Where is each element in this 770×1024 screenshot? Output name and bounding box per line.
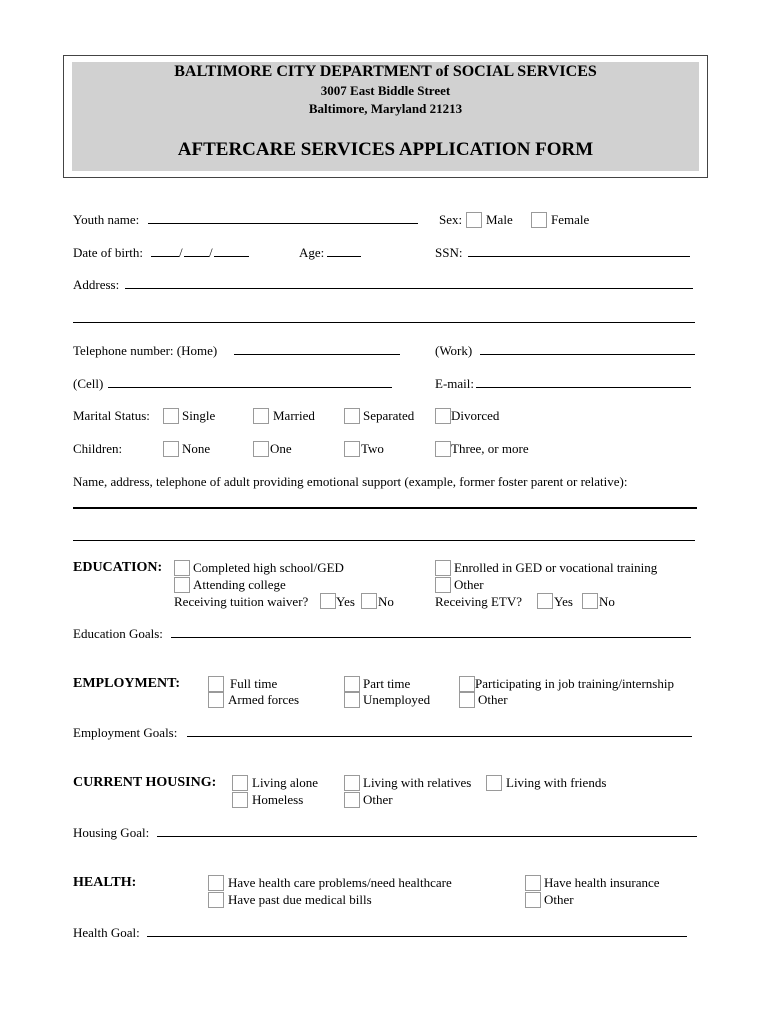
support-adult-field-line-2[interactable] (73, 529, 695, 541)
housing-alone-checkbox[interactable] (232, 775, 248, 791)
tuition-waiver-label: Receiving tuition waiver? (174, 594, 309, 609)
health-problems-checkbox[interactable] (208, 875, 224, 891)
housing-friends-label: Living with friends (506, 775, 607, 790)
housing-heading: CURRENT HOUSING: (73, 775, 217, 790)
emp-other-checkbox[interactable] (459, 692, 475, 708)
cell-label: (Cell) (73, 376, 104, 391)
housing-other-checkbox[interactable] (344, 792, 360, 808)
address-field[interactable] (125, 277, 693, 289)
tuition-no-label: No (378, 594, 394, 609)
male-checkbox[interactable] (466, 212, 482, 228)
health-insurance-label: Have health insurance (544, 875, 660, 890)
children-none-checkbox[interactable] (163, 441, 179, 457)
address-label: Address: (73, 277, 120, 292)
marital-divorced-label: Divorced (451, 408, 500, 423)
tuition-yes-label: Yes (336, 594, 355, 609)
housing-homeless-label: Homeless (252, 792, 304, 807)
youth-name-label: Youth name: (73, 212, 140, 227)
housing-other-label: Other (363, 792, 393, 807)
youth-name-field[interactable] (148, 212, 418, 224)
health-other-checkbox[interactable] (525, 892, 541, 908)
dob-month-field[interactable] (151, 245, 179, 257)
age-field[interactable] (327, 245, 361, 257)
dob-day-field[interactable] (184, 245, 209, 257)
emp-parttime-checkbox[interactable] (344, 676, 360, 692)
edu-enrolled-checkbox[interactable] (435, 560, 451, 576)
children-label: Children: (73, 441, 123, 456)
education-heading: EDUCATION: (73, 560, 163, 575)
etv-label: Receiving ETV? (435, 594, 522, 609)
female-label: Female (551, 212, 590, 227)
ssn-field[interactable] (468, 245, 690, 257)
dob-label: Date of birth: (73, 245, 144, 260)
education-goals-label: Education Goals: (73, 626, 163, 641)
email-field[interactable] (476, 376, 691, 388)
children-one-label: One (270, 441, 292, 456)
sex-label: Sex: (439, 212, 463, 227)
marital-married-checkbox[interactable] (253, 408, 269, 424)
emp-fulltime-checkbox[interactable] (208, 676, 224, 692)
employment-goals-field[interactable] (187, 725, 692, 737)
children-three-checkbox[interactable] (435, 441, 451, 457)
emp-armed-forces-checkbox[interactable] (208, 692, 224, 708)
edu-other-label: Other (454, 577, 484, 592)
marital-status-label: Marital Status: (73, 408, 150, 423)
support-adult-label: Name, address, telephone of adult providing emotional support (example, former foster parent or relative): (73, 474, 628, 489)
employment-goals-label: Employment Goals: (73, 725, 178, 740)
edu-other-checkbox[interactable] (435, 577, 451, 593)
dob-slash-2: / (209, 245, 213, 260)
dob-year-field[interactable] (214, 245, 249, 257)
marital-divorced-checkbox[interactable] (435, 408, 451, 424)
email-label: E-mail: (435, 376, 474, 391)
edu-completed-label: Completed high school/GED (193, 560, 344, 575)
form-title: AFTERCARE SERVICES APPLICATION FORM (177, 139, 594, 160)
emp-unemployed-label: Unemployed (363, 692, 431, 707)
cell-field[interactable] (108, 376, 392, 388)
marital-married-label: Married (273, 408, 315, 423)
male-label: Male (486, 212, 513, 227)
edu-attending-label: Attending college (193, 577, 286, 592)
tuition-no-checkbox[interactable] (361, 593, 377, 609)
telephone-home-label: Telephone number: (Home) (73, 343, 218, 358)
support-adult-field[interactable] (73, 507, 697, 509)
marital-single-label: Single (182, 408, 216, 423)
housing-alone-label: Living alone (252, 775, 319, 790)
health-other-label: Other (544, 892, 574, 907)
marital-single-checkbox[interactable] (163, 408, 179, 424)
emp-training-label: Participating in job training/internship (475, 676, 674, 691)
children-two-checkbox[interactable] (344, 441, 360, 457)
address-field-line-2[interactable] (73, 311, 695, 323)
housing-goal-field[interactable] (157, 825, 697, 837)
emp-other-label: Other (478, 692, 508, 707)
emp-fulltime-label: Full time (230, 676, 278, 691)
health-goal-label: Health Goal: (73, 925, 140, 940)
health-insurance-checkbox[interactable] (525, 875, 541, 891)
org-street: 3007 East Biddle Street (320, 83, 451, 98)
employment-heading: EMPLOYMENT: (73, 676, 181, 691)
edu-completed-checkbox[interactable] (174, 560, 190, 576)
health-problems-label: Have health care problems/need healthcare (228, 875, 452, 890)
emp-unemployed-checkbox[interactable] (344, 692, 360, 708)
ssn-label: SSN: (435, 245, 463, 260)
age-label: Age: (299, 245, 325, 260)
work-phone-label: (Work) (435, 343, 473, 358)
housing-friends-checkbox[interactable] (486, 775, 502, 791)
housing-goal-label: Housing Goal: (73, 825, 150, 840)
children-none-label: None (182, 441, 211, 456)
emp-parttime-label: Part time (363, 676, 411, 691)
housing-relatives-checkbox[interactable] (344, 775, 360, 791)
children-three-label: Three, or more (451, 441, 529, 456)
etv-no-checkbox[interactable] (582, 593, 598, 609)
edu-attending-checkbox[interactable] (174, 577, 190, 593)
emp-armed-forces-label: Armed forces (228, 692, 300, 707)
etv-yes-checkbox[interactable] (537, 593, 553, 609)
housing-relatives-label: Living with relatives (363, 775, 472, 790)
housing-homeless-checkbox[interactable] (232, 792, 248, 808)
org-city: Baltimore, Maryland 21213 (308, 101, 463, 116)
marital-separated-label: Separated (363, 408, 415, 423)
health-pastdue-label: Have past due medical bills (228, 892, 372, 907)
marital-separated-checkbox[interactable] (344, 408, 360, 424)
work-phone-field[interactable] (480, 343, 695, 355)
health-goal-field[interactable] (147, 925, 687, 937)
edu-enrolled-label: Enrolled in GED or vocational training (454, 560, 658, 575)
health-heading: HEALTH: (73, 875, 137, 890)
emp-training-checkbox[interactable] (459, 676, 475, 692)
children-one-checkbox[interactable] (253, 441, 269, 457)
etv-no-label: No (599, 594, 615, 609)
children-two-label: Two (361, 441, 384, 456)
female-checkbox[interactable] (531, 212, 547, 228)
etv-yes-label: Yes (554, 594, 573, 609)
health-pastdue-checkbox[interactable] (208, 892, 224, 908)
org-name: BALTIMORE CITY DEPARTMENT of SOCIAL SERVICES (174, 63, 597, 80)
dob-slash-1: / (179, 245, 183, 260)
telephone-home-field[interactable] (234, 343, 400, 355)
education-goals-field[interactable] (171, 626, 691, 638)
tuition-yes-checkbox[interactable] (320, 593, 336, 609)
